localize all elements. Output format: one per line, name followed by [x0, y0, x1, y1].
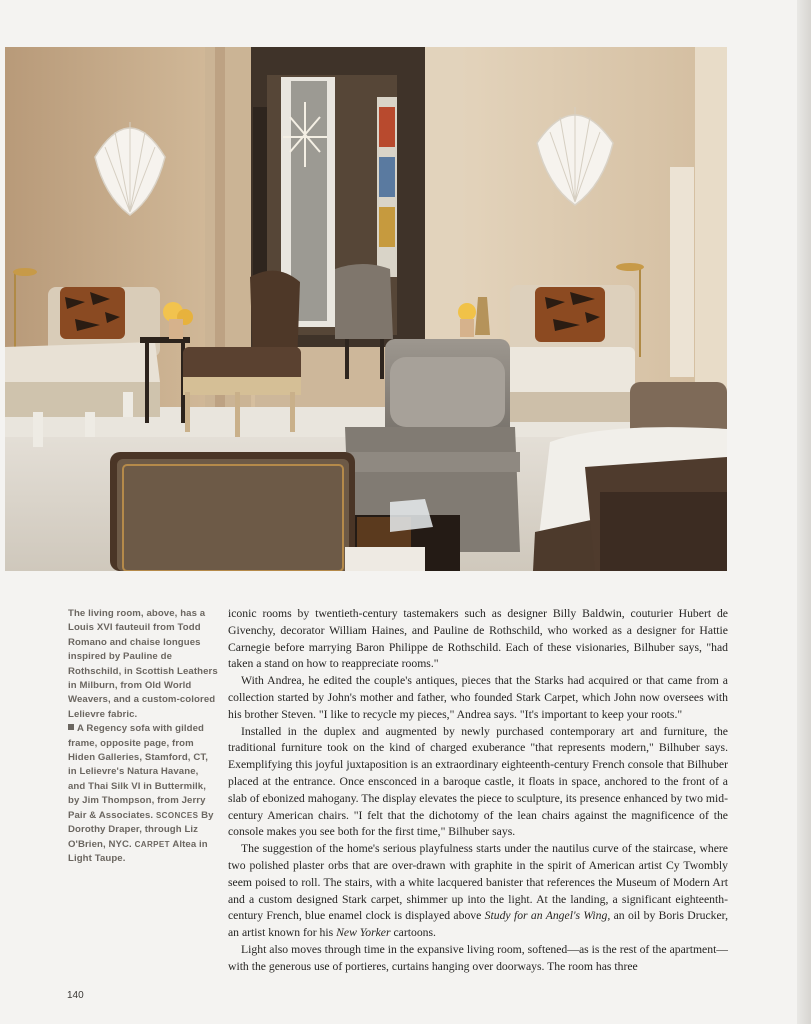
- paragraph-4-part-a: The suggestion of the home's serious playfulness starts under the nautilus curve of the staircase, where two polished plaster orbs that are over-drawn with graphite in the spirit of American artist Cy Twombly seem poised to roll. The stairs, with a white lacquered banister that references the Museum of Modern Art and a custom designed Stark carpet, shimmer up into the light. At the landing, a significant eighteenth-century French, blue enamel clock is displayed above: [228, 842, 728, 923]
- paragraph-3: Installed in the duplex and augmented by newly purchased contemporary art and furniture, the traditional furniture took on the kind of charged exuberance "that represents modern," Bilhuber says. Exemplifying this joyful juxtaposition is an extraordinary eighteenth-century French console that Bilhuber placed at the entrance. Once ensconced in a baroque castle, it floats in space, anchored to the front of a slab of ebonized mahogany. The display elevates the piece to sculpture, its presence enhanced by two mid-century American chairs. "I felt that the dichotomy of the lean chairs against the magnificence of the console makes you see both for the first time," Bilhuber says.: [228, 724, 728, 839]
- caption-sconces-label: SCONCES: [155, 810, 199, 820]
- paragraph-5: Light also moves through time in the expansive living room, softened—as is the rest of the apartment—with the generous use of portieres, curtains hanging over doorways. The room has three: [228, 942, 728, 973]
- paragraph-4-part-b: an oil by Boris Drucker, an artist known for his: [228, 909, 729, 940]
- article-body: [228, 606, 728, 976]
- page-number: 140: [67, 990, 84, 1001]
- paragraph-4-part-c: cartoons.: [390, 926, 436, 940]
- caption-carpet-text: Altea in Light Taupe.: [68, 838, 208, 864]
- page-edge: [797, 0, 811, 1024]
- paragraph-2: With Andrea, he edited the couple's antiques, pieces that the Starks had acquired or that came from a collection started by John's mother and father, who founded Stark Carpet, which John now oversees with his brother Steven. "I like to recycle my pieces," Andrea says. "It's important to keep your roots.": [228, 674, 728, 721]
- caption-carpet-label: CARPET: [134, 839, 170, 849]
- caption-part2: A Regency sofa with gilded frame, opposite page, from Hiden Galleries, Stamford, CT, in Lelievre's Natura Havane, and Thai Silk VI in Buttermilk, by Jim Thompson, from Jerry Pair & Associates.: [68, 723, 209, 821]
- bullet-square-icon: [68, 724, 74, 730]
- living-room-photo: [5, 47, 727, 571]
- paragraph-1: iconic rooms by twentieth-century tastemakers such as designer Billy Baldwin, couturier Hubert de Givenchy, decorator William Haines, and Pauline de Rothschild, who worked as a designer for Hattie Carnegie before marrying Baron Philippe de Rothschild. Each of these visionaries, Bilhuber says, "had taken a stand on how to reappreciate rooms.": [228, 607, 728, 671]
- artwork-title: Study for an Angel's Wing,: [484, 909, 611, 923]
- caption-sconces-text: By Dorothy Draper, through Liz O'Brien, NYC.: [68, 809, 214, 850]
- caption-part1: The living room, above, has a Louis XVI fauteuil from Todd Romano and chaise longues inspired by Pauline de Rothschild, in Scottish Leathers in Milburn, from Old World Weavers, and a custom-colored Lelievre fabric.: [68, 608, 218, 720]
- paragraph-4: [228, 841, 728, 942]
- photo-caption: [68, 607, 218, 866]
- magazine-title: New Yorker: [336, 926, 391, 940]
